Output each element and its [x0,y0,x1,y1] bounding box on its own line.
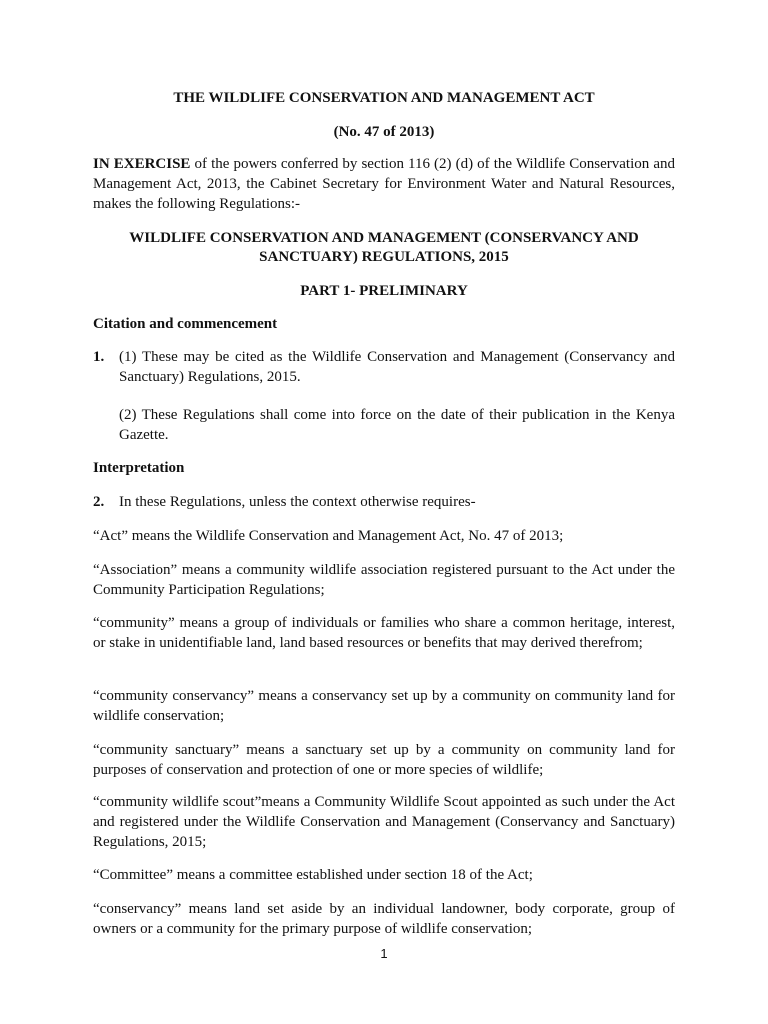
regulations-title-line1: WILDLIFE CONSERVATION AND MANAGEMENT (CONSERVANCY AND [129,230,639,246]
definition-community-conservancy: “community conservancy” means a conservancy set up by a community on community land for wildlife conservation; [93,688,675,724]
section1-para1: (1) These may be cited as the Wildlife Conservation and Management (Conservancy and Sanctuary) Regulations, 2015. [119,349,675,385]
section2-intro: In these Regulations, unless the context otherwise requires- [119,494,476,510]
regulations-title-line2: SANCTUARY) REGULATIONS, 2015 [259,249,509,265]
preamble [93,154,675,214]
definition-conservancy: “conservancy” means land set aside by an individual landowner, body corporate, group of owners or a community for the primary purpose of wildlife conservation; [93,901,675,937]
interpretation-heading: Interpretation [93,460,185,476]
section2-number: 2. [93,494,105,510]
definition-community-wildlife-scout: “community wildlife scout”means a Community Wildlife Scout appointed as such under the Act and registered under the Wildlife Conservation and Management (Conservancy and Sanctuary) Regulations, 2015; [93,794,675,850]
definition-committee: “Committee” means a committee established under section 18 of the Act; [93,867,533,883]
part-title: PART 1- PRELIMINARY [300,283,468,299]
definition-community-sanctuary: “community sanctuary” means a sanctuary set up by a community on community land for purposes of conservation and protection of one or more species of wildlife; [93,742,675,778]
act-number: (No. 47 of 2013) [333,124,435,140]
definition-association: “Association” means a community wildlife association registered pursuant to the Act under the Community Participation Regulations; [93,562,675,598]
act-title: THE WILDLIFE CONSERVATION AND MANAGEMENT ACT [173,90,595,106]
page-number: 1 [380,946,388,961]
preamble-text: of the powers conferred by section 116 (2) (d) of the Wildlife Conservation and Management Act, 2013, the Cabinet Secretary for Environment Water and Natural Resources, makes the following Regulations:- [93,156,675,212]
section1-para2: (2) These Regulations shall come into force on the date of their publication in the Kenya Gazette. [119,407,675,443]
definition-act: “Act” means the Wildlife Conservation and Management Act, No. 47 of 2013; [93,528,564,544]
section1-number: 1. [93,349,105,365]
definition-community: “community” means a group of individuals or families who share a common heritage, interest, or stake in unidentifiable land, land based resources or benefits that may derived therefrom; [93,615,675,651]
citation-heading: Citation and commencement [93,316,278,332]
preamble-lead: IN EXERCISE [93,156,191,172]
